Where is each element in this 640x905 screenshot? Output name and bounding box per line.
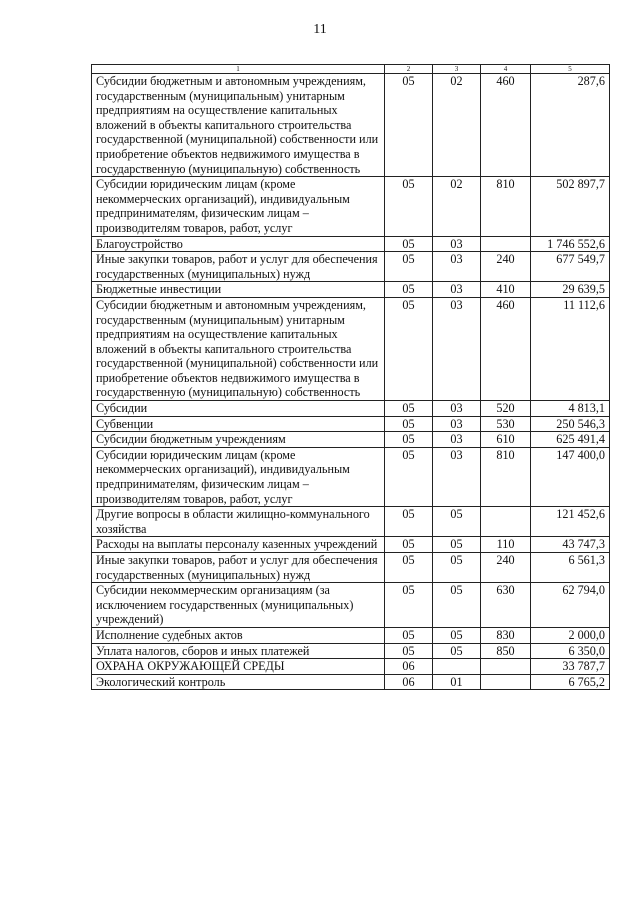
row-expense-type: 240 [481,252,531,282]
row-sum: 250 546,3 [531,416,610,432]
table-row [92,177,610,236]
row-subsection: 05 [433,643,481,659]
row-sum: 677 549,7 [531,252,610,282]
row-sum: 6 350,0 [531,643,610,659]
table-row [92,297,610,400]
row-name: Иные закупки товаров, работ и услуг для обеспечения государственных (муниципальных) нужд [92,553,385,583]
row-subsection: 03 [433,432,481,448]
header-col-3: 3 [433,65,481,74]
row-subsection: 01 [433,674,481,690]
row-expense-type: 530 [481,416,531,432]
budget-table [91,64,610,690]
row-subsection: 05 [433,553,481,583]
row-name: Субсидии юридическим лицам (кроме некоммерческих организаций), индивидуальным предпринимателям, физическим лицам – производителям товаров, работ, услуг [92,447,385,506]
row-expense-type: 410 [481,282,531,298]
row-sum: 2 000,0 [531,627,610,643]
row-expense-type: 830 [481,627,531,643]
row-section: 05 [385,583,433,628]
header-col-1: 1 [92,65,385,74]
row-name: Субсидии [92,401,385,417]
row-name: Уплата налогов, сборов и иных платежей [92,643,385,659]
row-section: 05 [385,177,433,236]
row-subsection: 02 [433,74,481,177]
row-section: 05 [385,447,433,506]
row-sum: 287,6 [531,74,610,177]
row-subsection: 03 [433,447,481,506]
row-expense-type: 240 [481,553,531,583]
row-expense-type: 630 [481,583,531,628]
row-subsection: 03 [433,416,481,432]
row-subsection: 03 [433,252,481,282]
row-name: Субсидии бюджетным и автономным учреждениям, государственным (муниципальным) унитарным предприятиям на осуществление капитальных вложений в объекты капитального строительства государственной (муниципальной) собственности или приобретение объектов недвижимого имущества в государственную (муниципальную) собственность [92,297,385,400]
table-row [92,447,610,506]
row-section: 05 [385,643,433,659]
table-row [92,674,610,690]
row-name: Субсидии бюджетным учреждениям [92,432,385,448]
row-section: 05 [385,236,433,252]
table-row [92,416,610,432]
row-sum: 147 400,0 [531,447,610,506]
row-section: 05 [385,282,433,298]
row-name: Экологический контроль [92,674,385,690]
table-row [92,236,610,252]
row-expense-type: 810 [481,177,531,236]
row-expense-type [481,507,531,537]
row-sum: 6 561,3 [531,553,610,583]
header-col-5: 5 [531,65,610,74]
row-subsection: 03 [433,401,481,417]
row-expense-type: 850 [481,643,531,659]
row-expense-type [481,236,531,252]
row-name: Субсидии некоммерческим организациям (за исключением государственных (муниципальных) учреждений) [92,583,385,628]
row-subsection: 05 [433,627,481,643]
row-subsection: 03 [433,282,481,298]
row-sum: 29 639,5 [531,282,610,298]
row-subsection: 05 [433,583,481,628]
row-subsection: 05 [433,537,481,553]
row-name: Бюджетные инвестиции [92,282,385,298]
row-name: Благоустройство [92,236,385,252]
table-row [92,583,610,628]
row-section: 05 [385,297,433,400]
row-subsection [433,659,481,675]
table-row [92,537,610,553]
row-subsection: 02 [433,177,481,236]
table-header-row [92,65,610,74]
row-name: Субвенции [92,416,385,432]
table-row [92,282,610,298]
row-subsection: 05 [433,507,481,537]
row-sum: 121 452,6 [531,507,610,537]
table-row [92,74,610,177]
row-sum: 43 747,3 [531,537,610,553]
row-section: 05 [385,432,433,448]
header-col-4: 4 [481,65,531,74]
table-row [92,627,610,643]
row-expense-type: 520 [481,401,531,417]
row-sum: 625 491,4 [531,432,610,448]
row-section: 06 [385,659,433,675]
row-sum: 11 112,6 [531,297,610,400]
row-expense-type: 460 [481,74,531,177]
row-section: 05 [385,401,433,417]
row-sum: 6 765,2 [531,674,610,690]
row-name: Расходы на выплаты персоналу казенных учреждений [92,537,385,553]
row-name: Субсидии юридическим лицам (кроме некоммерческих организаций), индивидуальным предпринимателям, физическим лицам – производителям товаров, работ, услуг [92,177,385,236]
row-name: Иные закупки товаров, работ и услуг для обеспечения государственных (муниципальных) нужд [92,252,385,282]
row-section: 05 [385,507,433,537]
row-sum: 502 897,7 [531,177,610,236]
row-section: 05 [385,74,433,177]
row-expense-type: 610 [481,432,531,448]
row-name: ОХРАНА ОКРУЖАЮЩЕЙ СРЕДЫ [92,659,385,675]
table-row [92,659,610,675]
row-expense-type: 810 [481,447,531,506]
row-sum: 33 787,7 [531,659,610,675]
row-section: 05 [385,252,433,282]
row-expense-type: 110 [481,537,531,553]
row-expense-type [481,659,531,675]
row-expense-type: 460 [481,297,531,400]
row-sum: 62 794,0 [531,583,610,628]
table-row [92,507,610,537]
page-number: 11 [313,22,327,37]
row-name: Исполнение судебных актов [92,627,385,643]
row-sum: 1 746 552,6 [531,236,610,252]
table-row [92,432,610,448]
row-section: 05 [385,416,433,432]
table-row [92,643,610,659]
row-subsection: 03 [433,236,481,252]
row-section: 06 [385,674,433,690]
row-subsection: 03 [433,297,481,400]
row-section: 05 [385,553,433,583]
header-col-2: 2 [385,65,433,74]
table-row [92,401,610,417]
row-name: Субсидии бюджетным и автономным учреждениям, государственным (муниципальным) унитарным предприятиям на осуществление капитальных вложений в объекты капитального строительства государственной (муниципальной) собственности или приобретение объектов недвижимого имущества в государственную (муниципальную) собственность [92,74,385,177]
row-name: Другие вопросы в области жилищно-коммунального хозяйства [92,507,385,537]
row-section: 05 [385,627,433,643]
table-row [92,553,610,583]
row-expense-type [481,674,531,690]
row-sum: 4 813,1 [531,401,610,417]
row-section: 05 [385,537,433,553]
table-row [92,252,610,282]
